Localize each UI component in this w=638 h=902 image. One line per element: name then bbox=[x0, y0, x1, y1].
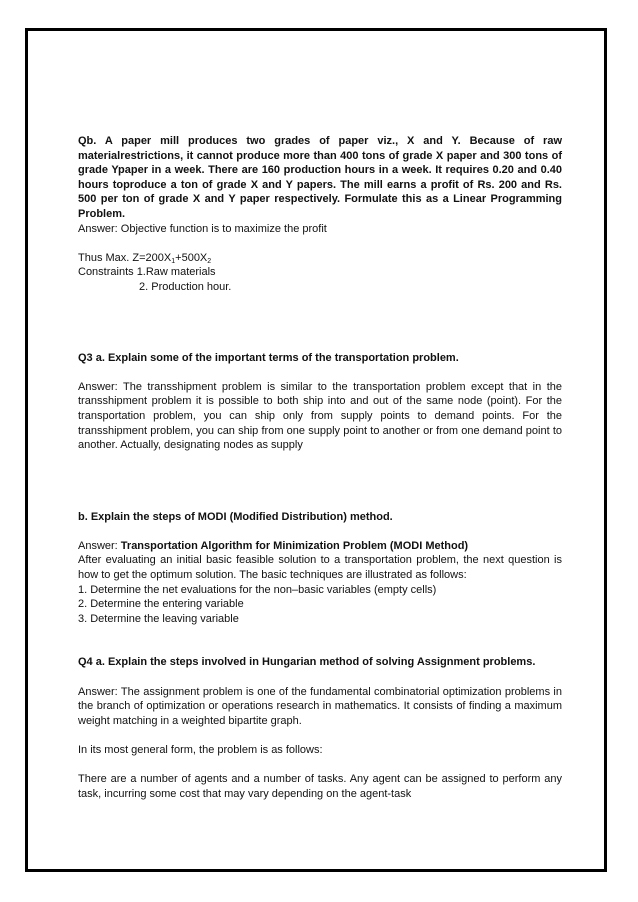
qb-answer: Answer: Objective function is to maximize the profit bbox=[78, 222, 327, 235]
q3b-body: After evaluating an initial basic feasible solution to a transportation problem, the next question is how to get the optimum solution. The basic techniques are illustrated as follows: bbox=[78, 554, 562, 582]
q3b-answer-heading: Answer: Transportation Algorithm for Minimization Problem (MODI Method) bbox=[78, 539, 469, 552]
q4a-question: Q4 a. Explain the steps involved in Hungarian method of solving Assignment problems. bbox=[78, 656, 536, 669]
q3a-answer: Answer: The transshipment problem is similar to the transportation problem except that in the transshipment problem it is possible to both ship into and out of the same node (point). For the transportation problem, you can ship only from supply points to demand points. For the transshipment problem, you can ship from one supply point to another or from one demand point to another. Actually, designating nodes as supply bbox=[78, 380, 562, 452]
q3b-step-2: 2. Determine the entering variable bbox=[78, 598, 244, 611]
q3b-question: b. Explain the steps of MODI (Modified Distribution) method. bbox=[78, 510, 393, 523]
q4a-para2: In its most general form, the problem is as follows: bbox=[78, 744, 323, 756]
q4a-para3: There are a number of agents and a number of tasks. Any agent can be assigned to perform any task, incurring some cost that may vary depending on the agent-task bbox=[78, 773, 562, 800]
q3b-step-3: 3. Determine the leaving variable bbox=[78, 612, 239, 625]
qb-constraint-2: 2. Production hour. bbox=[139, 280, 232, 293]
q3b-step-1: 1. Determine the net evaluations for the non–basic variables (empty cells) bbox=[78, 583, 437, 596]
qb-objective: Thus Max. $Z=200X_1+500X_2$ bbox=[78, 251, 212, 265]
document-body bbox=[78, 134, 562, 801]
qb-question: Qb. A paper mill produces two grades of paper viz., X and Y. Because of raw materialrestrictions, it cannot produce more than 400 tons of grade X paper and 300 tons of grade Ypaper in a week. There are 160 production hours in a week. It requires 0.20 and 0.40 hours toproduce a ton of grade X and Y papers. The mill earns a profit of Rs. 200 and Rs. 500 per ton of grade X and Y paper respectively. Formulate this as a Linear Programming Problem. bbox=[78, 135, 562, 220]
q4a-answer: Answer: The assignment problem is one of the fundamental combinatorial optimization problems in the branch of optimization or operations research in mathematics. It consists of finding a maximum weight matching in a weighted bipartite graph. bbox=[78, 685, 562, 727]
q3a-question: Q3 a. Explain some of the important terms of the transportation problem. bbox=[78, 351, 459, 364]
qb-constraints: Constraints 1.Raw materials bbox=[78, 266, 216, 279]
